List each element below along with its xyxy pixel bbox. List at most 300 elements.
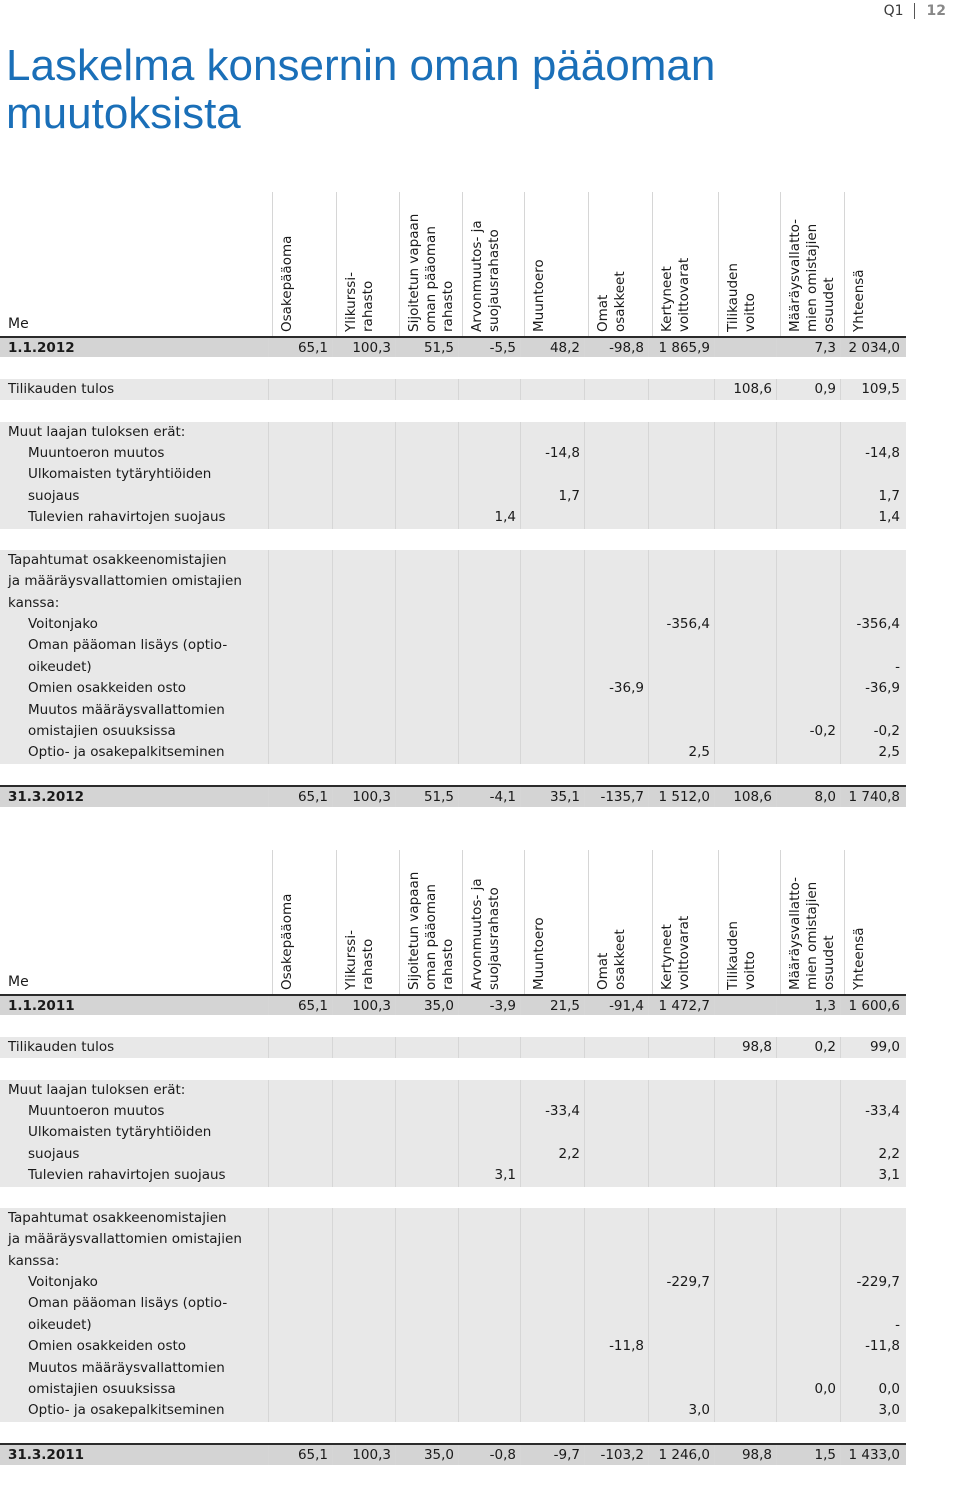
- grid-line: [332, 1080, 333, 1101]
- value-cell: 8,0: [814, 789, 836, 806]
- grid-line: [714, 614, 715, 635]
- grid-line: [520, 1037, 521, 1058]
- row-label: ja määräysvallattomien omistajien: [8, 573, 242, 590]
- table-row: [0, 1358, 906, 1379]
- row-label: Tapahtumat osakkeenomistajien: [8, 551, 227, 568]
- grid-line: [714, 700, 715, 721]
- grid-line: [268, 1293, 269, 1314]
- grid-line: [268, 550, 269, 571]
- column-header-label: Osakepääoma: [279, 893, 295, 990]
- value-cell: -5,5: [489, 340, 516, 356]
- grid-line: [332, 422, 333, 443]
- grid-line: [776, 443, 777, 464]
- grid-line: [648, 1165, 649, 1186]
- value-cell: 100,3: [352, 998, 391, 1014]
- row-label: omistajien osuuksissa: [28, 723, 176, 740]
- row-label: Muuntoeron muutos: [28, 1102, 165, 1119]
- column-header-label: Ylikurssi- rahasto: [343, 930, 376, 990]
- column-header: [272, 850, 336, 994]
- grid-line: [332, 1165, 333, 1186]
- grid-line: [520, 678, 521, 699]
- value-cell: -: [895, 1316, 900, 1333]
- grid-line: [395, 1144, 396, 1165]
- row-label: 31.3.2011: [8, 1447, 85, 1464]
- grid-line: [332, 721, 333, 742]
- spacer-row: [0, 400, 906, 421]
- table-row: [0, 678, 906, 699]
- value-cell: 100,3: [352, 789, 391, 806]
- column-header: [718, 192, 780, 336]
- value-cell: -36,9: [865, 680, 900, 697]
- unit-label: Me: [8, 974, 29, 990]
- grid-line: [332, 464, 333, 485]
- table-row: [0, 1251, 906, 1272]
- value-cell: 1,4: [494, 509, 516, 526]
- value-cell: 100,3: [352, 340, 391, 356]
- grid-line: [520, 657, 521, 678]
- value-cell: 100,3: [352, 1447, 391, 1464]
- total-row: [0, 336, 906, 357]
- grid-line: [268, 1208, 269, 1229]
- grid-line: [268, 614, 269, 635]
- grid-line: [332, 1293, 333, 1314]
- grid-line: [332, 593, 333, 614]
- table-row: [0, 443, 906, 464]
- grid-line: [332, 742, 333, 763]
- equity-table-2012: [0, 192, 906, 807]
- grid-line: [332, 1251, 333, 1272]
- grid-line: [458, 550, 459, 571]
- row-label: 31.3.2012: [8, 789, 85, 806]
- value-cell: 2,5: [688, 744, 710, 761]
- value-cell: -356,4: [856, 616, 900, 633]
- grid-line: [584, 443, 585, 464]
- spacer-row: [0, 764, 906, 785]
- grid-line: [714, 464, 715, 485]
- value-cell: 1,7: [558, 487, 580, 504]
- grid-line: [714, 550, 715, 571]
- grid-line: [458, 678, 459, 699]
- grid-line: [458, 635, 459, 656]
- grid-line: [395, 1208, 396, 1229]
- value-cell: 108,6: [733, 789, 772, 806]
- value-cell: 3,1: [494, 1167, 516, 1184]
- grid-line: [714, 338, 715, 357]
- grid-line: [714, 678, 715, 699]
- value-cell: -356,4: [666, 616, 710, 633]
- grid-line: [584, 657, 585, 678]
- grid-line: [268, 1101, 269, 1122]
- grid-line: [395, 571, 396, 592]
- grid-line: [840, 700, 841, 721]
- equity-table-2011: [0, 850, 906, 1465]
- grid-line: [268, 571, 269, 592]
- grid-line: [776, 1336, 777, 1357]
- column-header: [652, 192, 718, 336]
- grid-line: [395, 1315, 396, 1336]
- grid-line: [584, 550, 585, 571]
- grid-line: [395, 1379, 396, 1400]
- value-cell: 65,1: [297, 1447, 328, 1464]
- grid-line: [714, 1293, 715, 1314]
- column-header-label: Määräysvallatto- mien omistajien osuudet: [787, 218, 837, 332]
- grid-line: [520, 1208, 521, 1229]
- grid-line: [520, 1379, 521, 1400]
- grid-line: [776, 1144, 777, 1165]
- grid-line: [776, 1358, 777, 1379]
- grid-line: [520, 742, 521, 763]
- grid-line: [776, 1208, 777, 1229]
- value-cell: 3,0: [878, 1402, 900, 1419]
- grid-line: [458, 1101, 459, 1122]
- grid-line: [268, 422, 269, 443]
- grid-line: [648, 1122, 649, 1143]
- grid-line: [520, 1358, 521, 1379]
- grid-line: [268, 1400, 269, 1421]
- row-label: ja määräysvallattomien omistajien: [8, 1231, 242, 1248]
- grid-line: [648, 635, 649, 656]
- grid-line: [520, 1165, 521, 1186]
- grid-line: [395, 507, 396, 528]
- column-header-label: Tilikauden voitto: [725, 921, 758, 990]
- grid-line: [458, 1315, 459, 1336]
- value-cell: 65,1: [297, 340, 328, 356]
- grid-line: [268, 1122, 269, 1143]
- grid-line: [520, 1400, 521, 1421]
- total-row: [0, 994, 906, 1015]
- grid-line: [648, 1293, 649, 1314]
- grid-line: [776, 507, 777, 528]
- page-title: Laskelma konsernin oman pääoman muutoksista: [6, 41, 716, 138]
- grid-line: [395, 1037, 396, 1058]
- page-header: [884, 0, 960, 22]
- grid-line: [395, 464, 396, 485]
- grid-line: [520, 1122, 521, 1143]
- page-number: 12: [926, 3, 946, 19]
- grid-line: [584, 1122, 585, 1143]
- grid-line: [268, 657, 269, 678]
- grid-line: [458, 1272, 459, 1293]
- grid-line: [520, 1293, 521, 1314]
- grid-line: [714, 1101, 715, 1122]
- grid-line: [714, 742, 715, 763]
- value-cell: 1 512,0: [658, 789, 710, 806]
- grid-line: [395, 700, 396, 721]
- value-cell: 99,0: [869, 1038, 900, 1055]
- value-cell: 65,1: [297, 789, 328, 806]
- grid-line: [268, 742, 269, 763]
- grid-line: [648, 1144, 649, 1165]
- row-label: omistajien osuuksissa: [28, 1381, 176, 1398]
- value-cell: -91,4: [609, 998, 644, 1014]
- grid-line: [395, 1251, 396, 1272]
- table-row: [0, 614, 906, 635]
- value-cell: 109,5: [861, 380, 900, 397]
- grid-line: [714, 996, 715, 1015]
- table-row: [0, 486, 906, 507]
- column-header-label: Sijoitetun vapaan oman pääoman rahasto: [406, 213, 456, 332]
- value-cell: 35,0: [423, 998, 454, 1014]
- grid-line: [332, 571, 333, 592]
- column-header: [336, 192, 399, 336]
- column-header: [272, 192, 336, 336]
- grid-line: [458, 422, 459, 443]
- grid-line: [584, 379, 585, 400]
- grid-line: [520, 422, 521, 443]
- grid-line: [395, 1358, 396, 1379]
- column-header-label: Omat osakkeet: [595, 271, 628, 332]
- quarter-label: Q1: [883, 3, 904, 19]
- value-cell: -229,7: [856, 1274, 900, 1291]
- column-header: [462, 850, 524, 994]
- row-label: Ulkomaisten tytäryhtiöiden: [28, 466, 212, 483]
- grid-line: [520, 550, 521, 571]
- grid-line: [458, 1336, 459, 1357]
- grid-line: [648, 422, 649, 443]
- grid-line: [332, 1037, 333, 1058]
- value-cell: 1,3: [814, 998, 836, 1014]
- row-label: oikeudet): [28, 658, 92, 675]
- column-header-label: Yhteensä: [851, 927, 867, 990]
- table-row: [0, 1379, 906, 1400]
- grid-line: [268, 464, 269, 485]
- value-cell: -11,8: [865, 1338, 900, 1355]
- table-row: [0, 1165, 906, 1186]
- grid-line: [714, 571, 715, 592]
- column-header-label: Osakepääoma: [279, 235, 295, 332]
- grid-line: [332, 379, 333, 400]
- grid-line: [776, 1251, 777, 1272]
- grid-line: [395, 1229, 396, 1250]
- value-cell: -103,2: [600, 1447, 644, 1464]
- grid-line: [840, 1208, 841, 1229]
- value-cell: 2,2: [878, 1145, 900, 1162]
- grid-line: [648, 1208, 649, 1229]
- table-row: [0, 571, 906, 592]
- column-header-label: Sijoitetun vapaan oman pääoman rahasto: [406, 871, 456, 990]
- grid-line: [458, 657, 459, 678]
- grid-line: [395, 1400, 396, 1421]
- row-label: kanssa:: [8, 1252, 60, 1269]
- grid-line: [520, 571, 521, 592]
- grid-line: [268, 593, 269, 614]
- value-cell: -11,8: [609, 1338, 644, 1355]
- grid-line: [332, 1315, 333, 1336]
- grid-line: [584, 635, 585, 656]
- grid-line: [584, 571, 585, 592]
- grid-line: [714, 1379, 715, 1400]
- grid-line: [268, 678, 269, 699]
- table-row: [0, 1101, 906, 1122]
- grid-line: [520, 464, 521, 485]
- grid-line: [584, 593, 585, 614]
- grid-line: [268, 1080, 269, 1101]
- grid-line: [584, 1358, 585, 1379]
- grid-line: [776, 422, 777, 443]
- row-label: Omien osakkeiden osto: [28, 680, 187, 697]
- column-header-label: Tilikauden voitto: [725, 263, 758, 332]
- row-label: Muutos määräysvallattomien: [28, 1359, 225, 1376]
- grid-line: [520, 700, 521, 721]
- grid-line: [840, 1080, 841, 1101]
- grid-line: [332, 550, 333, 571]
- row-label: Voitonjako: [28, 616, 98, 633]
- grid-line: [714, 1315, 715, 1336]
- grid-line: [714, 1165, 715, 1186]
- row-label: Oman pääoman lisäys (optio-: [28, 1295, 228, 1312]
- grid-line: [268, 1144, 269, 1165]
- grid-line: [584, 464, 585, 485]
- column-header: [524, 192, 588, 336]
- column-header: [588, 192, 652, 336]
- table-header: [0, 850, 906, 994]
- table-row: [0, 721, 906, 742]
- row-label: suojaus: [28, 487, 80, 504]
- row-label: Oman pääoman lisäys (optio-: [28, 637, 228, 654]
- spacer-row: [0, 1058, 906, 1079]
- grid-line: [584, 1165, 585, 1186]
- grid-line: [648, 571, 649, 592]
- grid-line: [648, 657, 649, 678]
- grid-line: [458, 1229, 459, 1250]
- grid-line: [584, 742, 585, 763]
- row-label: Muut laajan tuloksen erät:: [8, 423, 186, 440]
- grid-line: [648, 593, 649, 614]
- grid-line: [395, 678, 396, 699]
- grid-line: [776, 614, 777, 635]
- grid-line: [458, 443, 459, 464]
- total-row: [0, 1443, 906, 1464]
- spacer-row: [0, 357, 906, 378]
- table-row: [0, 1122, 906, 1143]
- table-row: [0, 742, 906, 763]
- grid-line: [776, 1272, 777, 1293]
- grid-line: [714, 593, 715, 614]
- grid-line: [268, 486, 269, 507]
- grid-line: [648, 678, 649, 699]
- column-header-label: Omat osakkeet: [595, 929, 628, 990]
- grid-line: [840, 464, 841, 485]
- table-header: [0, 192, 906, 336]
- grid-line: [714, 1400, 715, 1421]
- column-header: [462, 192, 524, 336]
- grid-line: [395, 614, 396, 635]
- row-label: Muut laajan tuloksen erät:: [8, 1081, 186, 1098]
- grid-line: [584, 1315, 585, 1336]
- row-label: Optio- ja osakepalkitseminen: [28, 1402, 225, 1419]
- grid-line: [520, 379, 521, 400]
- grid-line: [840, 593, 841, 614]
- column-header-label: Muuntoero: [531, 917, 547, 990]
- grid-line: [714, 1272, 715, 1293]
- value-cell: 1 600,6: [848, 998, 900, 1014]
- grid-line: [332, 1122, 333, 1143]
- value-cell: 48,2: [549, 340, 580, 356]
- grid-line: [458, 1293, 459, 1314]
- row-label: Omien osakkeiden osto: [28, 1338, 187, 1355]
- grid-line: [332, 614, 333, 635]
- spacer-row: [0, 529, 906, 550]
- grid-line: [268, 507, 269, 528]
- spacer-row: [0, 1422, 906, 1443]
- grid-line: [458, 1379, 459, 1400]
- grid-line: [648, 1037, 649, 1058]
- total-row: [0, 785, 906, 806]
- grid-line: [395, 721, 396, 742]
- grid-line: [714, 1144, 715, 1165]
- grid-line: [458, 1358, 459, 1379]
- column-header: [718, 850, 780, 994]
- column-header: [652, 850, 718, 994]
- grid-line: [332, 1358, 333, 1379]
- value-cell: -3,9: [489, 998, 516, 1014]
- table-row: [0, 1336, 906, 1357]
- grid-line: [776, 1315, 777, 1336]
- grid-line: [268, 1037, 269, 1058]
- grid-line: [268, 1251, 269, 1272]
- column-header: [399, 192, 462, 336]
- column-header: [524, 850, 588, 994]
- grid-line: [714, 1080, 715, 1101]
- column-header-label: Muuntoero: [531, 259, 547, 332]
- value-cell: -: [895, 658, 900, 675]
- row-label: Muuntoeron muutos: [28, 444, 165, 461]
- table-row: [0, 1080, 906, 1101]
- grid-line: [584, 1293, 585, 1314]
- grid-line: [714, 1358, 715, 1379]
- row-label: oikeudet): [28, 1316, 92, 1333]
- grid-line: [776, 571, 777, 592]
- table-row: [0, 550, 906, 571]
- value-cell: 1 246,0: [658, 1447, 710, 1464]
- grid-line: [395, 1272, 396, 1293]
- grid-line: [520, 1251, 521, 1272]
- grid-line: [776, 1165, 777, 1186]
- column-header-label: Kertyneet voittovarat: [659, 915, 692, 990]
- column-header: [588, 850, 652, 994]
- grid-line: [648, 1336, 649, 1357]
- value-cell: 21,5: [549, 998, 580, 1014]
- value-cell: -0,2: [809, 723, 836, 740]
- value-cell: 1,5: [814, 1447, 836, 1464]
- grid-line: [520, 721, 521, 742]
- grid-line: [268, 1379, 269, 1400]
- grid-line: [840, 571, 841, 592]
- grid-line: [395, 550, 396, 571]
- row-label: Tulevien rahavirtojen suojaus: [28, 1167, 226, 1184]
- spacer-row: [0, 1015, 906, 1036]
- value-cell: -0,2: [873, 723, 900, 740]
- grid-line: [395, 443, 396, 464]
- value-cell: -135,7: [600, 789, 644, 806]
- table-row: [0, 422, 906, 443]
- grid-line: [458, 571, 459, 592]
- row-label: 1.1.2011: [8, 998, 75, 1014]
- grid-line: [776, 742, 777, 763]
- value-cell: 1 472,7: [658, 998, 710, 1014]
- grid-line: [332, 507, 333, 528]
- grid-line: [458, 1400, 459, 1421]
- grid-line: [458, 614, 459, 635]
- grid-line: [395, 1165, 396, 1186]
- grid-line: [520, 614, 521, 635]
- grid-line: [776, 1101, 777, 1122]
- grid-line: [714, 1336, 715, 1357]
- table-row: [0, 1229, 906, 1250]
- grid-line: [268, 1358, 269, 1379]
- grid-line: [520, 593, 521, 614]
- grid-line: [648, 379, 649, 400]
